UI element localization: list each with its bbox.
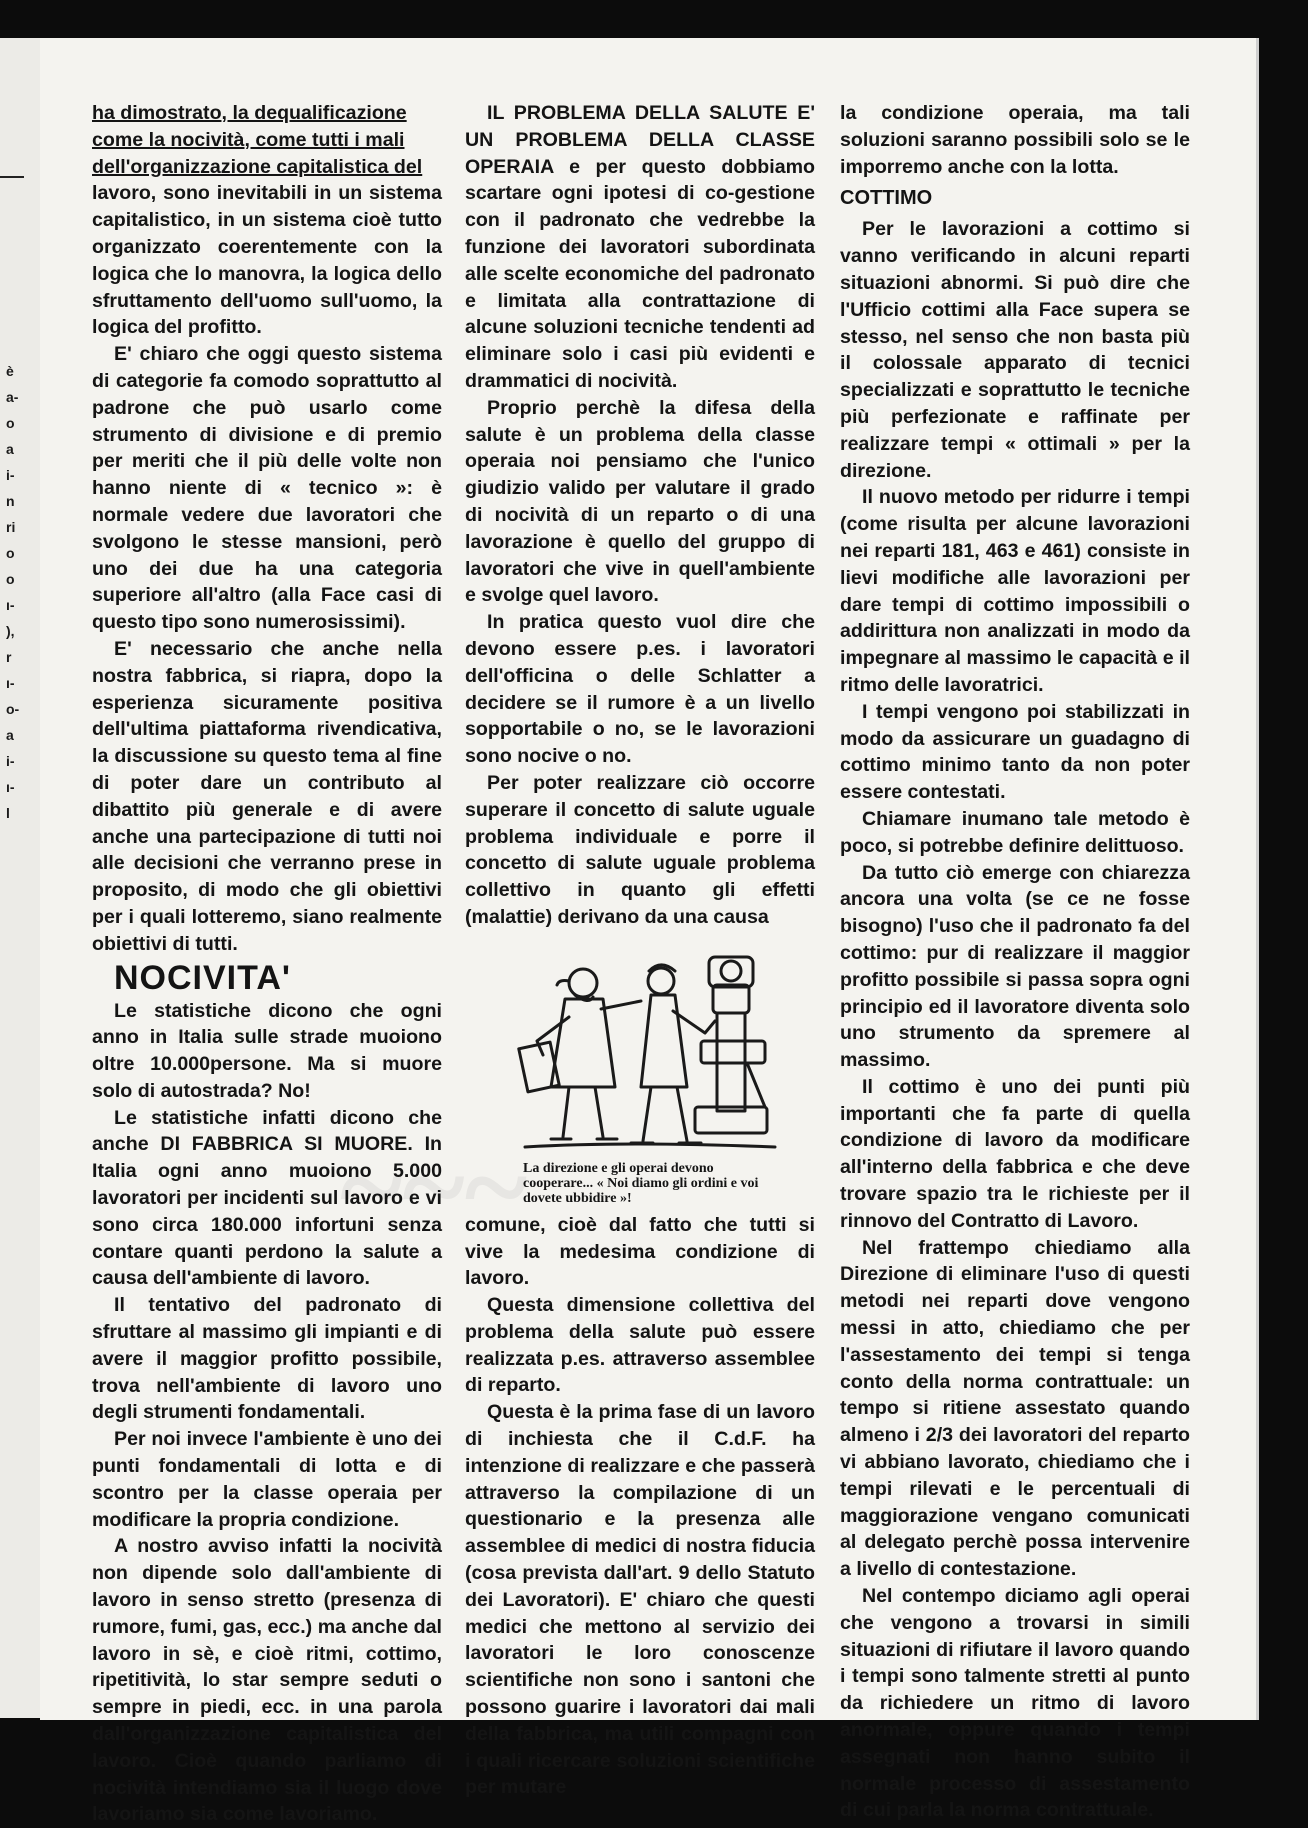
paragraph: Nel frattempo chiediamo alla Direzione di eliminare l'uso di questi metodi nei reparti dove vengono messi in atto, chiediamo che per l'assestamento dei tempi si tenga conto della norma contrattuale: un tempo si ritiene assestato quando almeno i 2/3 dei lavoratori del reparto vi abbiano lavorato, chiediamo che i tempi rilevati e le percentuali di maggiorazione vengano comunicati al delegato perchè possa intervenire a livello di contestazione. [840,1236,1190,1581]
paragraph: A nostro avviso infatti la nocività non dipende solo dall'ambiente di lavoro in senso stretto (presenza di rumore, fumi, gas, ecc.) ma anche dal lavoro in sè, e cioè ritmi, cottimo, ripetitività, lo star sempre seduti o sempre in piedi, ecc. in una parola dall'organizzazione capitalistica del lavoro. Cioè quando parliamo di nocività intendiamo sia il luogo dove lavoriamo sia come lavoriamo. [92,1535,442,1826]
text-column-right [840,100,1190,1824]
document-page [40,38,1259,1826]
cartoon-caption: La direzione e gli operai devono cooperare... « Noi diamo gli ordini e voi dovete ubbidire »! [523,1160,759,1206]
text-column-middle [465,100,815,1801]
underlined-line: dell'organizzazione capitalistica del [92,155,423,178]
paragraph: Il nuovo metodo per ridurre i tempi (come risulta per alcune lavorazioni nei reparti 181, 463 e 461) consiste in lievi modifiche alle lavorazioni per dare tempi di cottimo impossibili o addirittura non analizzati in modo da impegnare al massimo le capacità e il ritmo delle lavoratrici. [840,486,1190,696]
paragraph: Le statistiche infatti dicono che anche DI FABBRICA SI MUORE. In Italia ogni anno muoiono 5.000 lavoratori per incidenti sul lavoro e vi sono circa 180.000 infortuni senza contare quanti perdono la salute a causa dell'ambiente di lavoro. [92,1106,442,1290]
underlined-line: ha dimostrato, la dequalificazione [92,102,407,124]
paragraph: In pratica questo vuol dire che devono essere p.es. i lavoratori dell'officina o delle Schlatter a decidere se il rumore è a un livello sopportabile o no, se le lavorazioni sono nocive o no. [465,611,815,768]
cartoon-illustration [465,937,815,1206]
paragraph: Questa dimensione collettiva del problema della salute può essere realizzata p.es. attraverso assemblee di reparto. [465,1294,815,1397]
paragraph: Questa è la prima fase di un lavoro di inchiesta che il C.d.F. ha intenzione di realizzare e che passerà attraverso la compilazione di un questionario e la presenza alle assemblee di medici di nostra fiducia (cosa prevista dall'art. 9 dello Statuto dei Lavoratori). E' chiaro che questi medici che mettono al servizio dei lavoratori le loro conoscenze scientifiche non sono i santoni che possono guarire i lavoratori dai mali della fabbrica, ma utili compagni con i quali ricercare soluzioni scientifiche per mutare [465,1401,815,1799]
adjacent-page-edge [0,38,41,1718]
cartoon-drawing [465,937,815,1159]
paragraph: la condizione operaia, ma tali soluzioni saranno possibili solo se le imporremo anche con la lotta. [840,102,1190,178]
paragraph: E' necessario che anche nella nostra fabbrica, si riapra, dopo la esperienza sicuramente positiva dell'ultima piattaforma rivendicativa, la discussione su questo tema al fine di poter dare un contributo al dibattito più generale e di avere anche una partecipazione di tutti noi alle decisioni che verranno prese in proposito, di modo che gli obiettivi per i quali lotteremo, siano realmente obiettivi di tutti. [92,637,442,955]
paragraph: Per noi invece l'ambiente è uno dei punti fondamentali di lotta e di scontro per la classe operaia per modificare la propria condizione. [92,1428,442,1531]
paragraph: Il cottimo è uno dei punti più importanti che fa parte di quella condizione di lavoro da modificare all'interno della fabbrica e che deve trovare spazio tra le richieste per il rinnovo del Contratto di Lavoro. [840,1075,1190,1232]
text-column-left [92,100,442,1828]
bleed-through-shadow: ~~~ [340,1120,528,1253]
paragraph: Per le lavorazioni a cottimo si vanno verificando in alcuni reparti situazioni abnormi. Si può dire che l'Ufficio cottimi alla Face supera se stesso, nel senso che non basta più il colossale apparato di tecnici specializzati e soprattutto le tecniche più perfezionate e raffinate per realizzare tempi « ottimali » per la direzione. [840,218,1190,482]
paragraph: Le statistiche dicono che ogni anno in Italia sulle strade muoiono oltre 10.000persone. Ma si muore solo di autostrada? No! [92,999,442,1102]
paragraph: Chiamare inumano tale metodo è poco, si potrebbe definire delittuoso. [840,807,1190,857]
paragraph: Per poter realizzare ciò occorre superare il concetto di salute uguale problema individuale e porre il concetto di salute uguale problema collettivo in quanto gli effetti (malattie) derivano da una causa [465,771,815,928]
paragraph: Il tentativo del padronato di sfruttare al massimo gli impianti e di avere il maggior profitto possibile, trova nell'ambiente di lavoro uno degli strumenti fondamentali. [92,1294,442,1424]
paragraph: Da tutto ciò emerge con chiarezza ancora una volta (se ce ne fosse bisogno) l'uso che il padronato fa del cottimo: pur di realizzare il maggior profitto possibile si passa sopra ogni principio ed il lavoratore diventa solo uno strumento da spremere al massimo. [840,861,1190,1072]
paragraph: Proprio perchè la difesa della salute è un problema della classe operaia noi pensiamo che l'unico giudizio valido per valutare il grado di nocività di un reparto o di una lavorazione è quello del gruppo di lavoratori che vive in quell'ambiente e svolge quel lavoro. [465,396,815,607]
paragraph: Nel contempo diciamo agli operai che vengono a trovarsi in simili situazioni di rifiutare il lavoro quando i tempi sono talmente stretti al punto da richiedere un ritmo di lavoro anormale, oppure quando i tempi assegnati non hanno subito il normale processo di assestamento di cui parla la norma contrattuale. [840,1585,1190,1822]
paragraph: E' chiaro che oggi questo sistema di categorie fa comodo soprattutto al padrone che può usarlo come strumento di divisione e di premio per meriti che il più delle volte non hanno niente di « tecnico »: è normale vedere due lavoratori che svolgono le stesse mansioni, però uno dei due ha una categoria superiore all'altro (alla Face casi di questo tipo sono numerosissimi). [92,343,442,634]
section-heading-nocivita: NOCIVITA' [114,958,292,997]
underlined-line: come la nocività, come tutti i mali [92,128,405,151]
adjacent-page-text-fragments: è a- o a i- n ri o o ı- ), r ı- o- a i- ı- l [6,363,20,821]
paragraph: IL PROBLEMA DELLA SALUTE E' UN PROBLEMA DELLA CLASSE OPERAIA e per questo dobbiamo scartare ogni ipotesi di co-gestione con il padronato che vedrebbe la funzione dei lavoratori subordinata alle scelte economiche del padronato e limitata alla contrattazione di alcune soluzioni tecniche tendenti ad eliminare solo i casi più evidenti e drammatici di nocività. [465,102,815,392]
paragraph: lavoro, sono inevitabili in un sistema capitalistico, in un sistema cioè tutto organizzato coerentemente con la logica che lo manovra, la logica dello sfruttamento dell'uomo sull'uomo, la logica del profitto. [92,182,442,339]
adjacent-page-rule [0,176,24,178]
paragraph: I tempi vengono poi stabilizzati in modo da assicurare un guadagno di cottimo minimo tanto da non poter essere contestati. [840,700,1190,804]
section-heading-cottimo: COTTIMO [840,187,933,210]
paragraph: comune, cioè dal fatto che tutti si vive la medesima condizione di lavoro. [465,1213,815,1290]
signature-mark: ~~ [535,1140,545,1151]
